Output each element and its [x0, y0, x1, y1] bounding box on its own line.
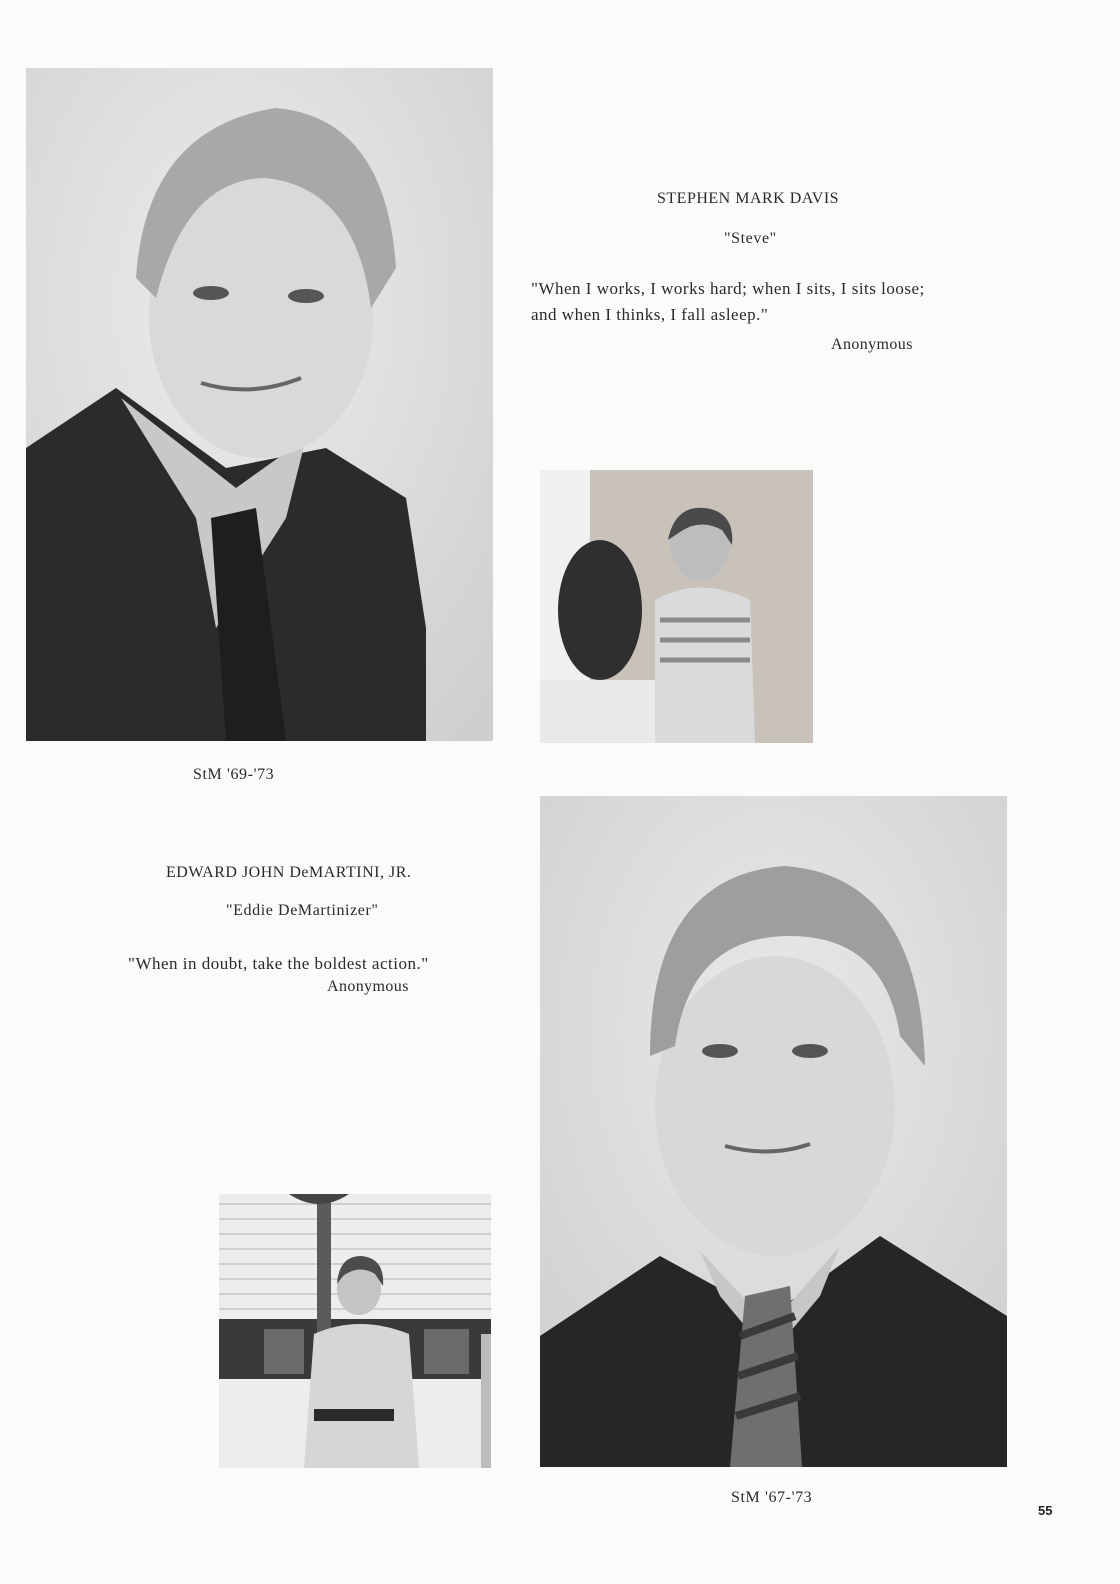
stephen-davis-quote-attribution: Anonymous: [831, 336, 913, 353]
page-number: 55: [1038, 1503, 1053, 1518]
stephen-davis-nickname: "Steve": [724, 230, 777, 247]
edward-demartini-years: StM '67-'73: [731, 1489, 813, 1506]
edward-demartini-portrait-photo: [540, 796, 1007, 1467]
stephen-davis-years: StM '69-'73: [193, 766, 275, 783]
stephen-davis-name: STEPHEN MARK DAVIS: [657, 190, 840, 207]
edward-demartini-nickname: "Eddie DeMartinizer": [226, 902, 379, 919]
edward-demartini-quote: "When in doubt, take the boldest action.": [128, 954, 429, 973]
stephen-davis-quote-line-1: "When I works, I works hard; when I sits, I sits loose;: [531, 279, 925, 298]
stephen-davis-candid-photo: [540, 470, 813, 743]
edward-demartini-candid-photo: [219, 1194, 491, 1468]
stephen-davis-portrait-photo: [26, 68, 493, 741]
edward-demartini-name: EDWARD JOHN DeMARTINI, JR.: [166, 864, 412, 881]
stephen-davis-quote-line-2: and when I thinks, I fall asleep.": [531, 305, 769, 324]
edward-demartini-quote-attribution: Anonymous: [327, 978, 409, 995]
